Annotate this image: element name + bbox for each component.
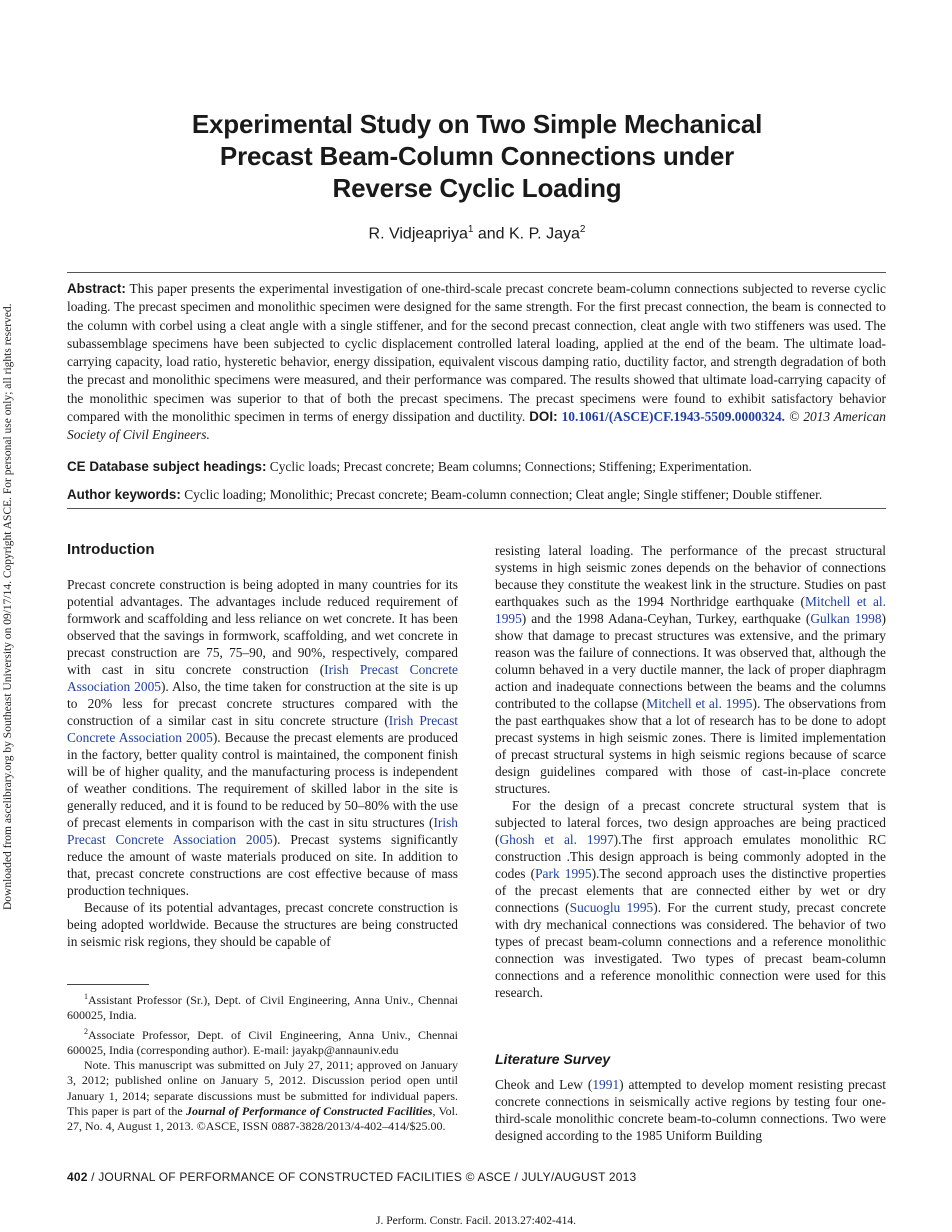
text-run: ).The second approach uses the distinctive properties of the precast elements that are connected either by wet or dry connections ( xyxy=(495,866,886,915)
footnote-divider xyxy=(67,984,149,985)
author-2: and K. P. Jaya xyxy=(473,225,580,243)
text-run: ) show that damage to precast structures was extensive, and the primary reason was the failure of connections. It was observed that, although the column behaved in a very ductile manner, the lack of proper diaphragm action and inadequate connections between the beams and the columns contributed to the collapse ( xyxy=(495,611,886,711)
text-run: ). For the current study, precast concrete with dry mechanical connections was considered. The behavior of two types of precast beam-column connections and a reference monolithic connection was investigated. Two types of precast beam-column connections and a reference monolithic connection were used for this research. xyxy=(495,900,886,1000)
text-run: ).The first approach emulates monolithic RC construction .This design approach is being commonly adopted in the codes ( xyxy=(495,832,886,881)
paper-title xyxy=(96,108,858,204)
paragraph xyxy=(495,542,886,797)
citation-link[interactable]: Ghosh et al. 1997 xyxy=(499,832,614,847)
citation-link[interactable]: Irish Precast Concrete Association 2005 xyxy=(67,815,458,847)
paragraph: Because of its potential advantages, precast concrete construction is being adopted worldwide. Because the structures are being constructed in seismic risk regions, they should be capable of xyxy=(67,900,458,949)
doi-link[interactable]: 10.1061/(ASCE)CF.1943-5509.0000324. xyxy=(561,409,786,425)
title-line: Experimental Study on Two Simple Mechanical xyxy=(191,109,763,139)
top-divider xyxy=(67,272,886,273)
keywords-text: Cyclic loading; Monolithic; Precast concrete; Beam-column connection; Cleat angle; Single stiffener; Double stiffener. xyxy=(180,487,823,502)
author-1: R. Vidjeapriya xyxy=(368,225,468,243)
citation-link[interactable]: Sucuoglu 1995 xyxy=(569,900,654,915)
text-run: Precast concrete construction is being adopted in many countries for its potential advantages. The advantages include reduced requirement of formwork and scaffolding and less reliance on wet concrete. It has been observed that the savings in formwork, scaffolding, and wet concrete in precast construction are 75, 75–90, and 90%, respectively, compared with cast in situ concrete construction ( xyxy=(67,577,458,677)
paragraph xyxy=(495,1076,886,1144)
copyright-notice: © 2013 American Society of Civil Engineers. xyxy=(67,409,886,443)
text-run: ). Precast systems significantly reduce the amount of waste materials produced on site. In addition to that, precast concrete constructions are cost effective because of mass production techniques. xyxy=(67,832,458,898)
text-run: Cheok and Lew ( xyxy=(495,1077,593,1092)
section-heading-literature-survey: Literature Survey xyxy=(495,1051,611,1067)
citation-link[interactable]: Gulkan 1998 xyxy=(810,611,882,626)
text-run: resisting lateral loading. The performance of the precast structural systems in high seismic zones depends on the behavior of connections because they constitute the weakest link in the structure. Studies on past earthquakes such as the 1994 Northridge earthquake ( xyxy=(495,543,886,609)
journal-name: Journal of Performance of Constructed Facilities xyxy=(186,1104,433,1119)
citation-line: J. Perform. Constr. Facil. 2013.27:402-414. xyxy=(376,1215,576,1227)
abstract-label: Abstract: xyxy=(67,281,126,296)
abstract xyxy=(67,280,886,445)
doi-label: DOI: xyxy=(529,409,558,425)
author-keywords xyxy=(67,486,886,504)
affiliation-marker-2: 2 xyxy=(579,224,586,235)
section-heading-introduction: Introduction xyxy=(67,541,155,558)
footnote-marker: 1 xyxy=(84,992,88,1001)
citation-link[interactable]: 1991 xyxy=(592,1077,620,1092)
affiliation-marker-1: 1 xyxy=(467,224,474,235)
abstract-divider xyxy=(67,508,886,509)
ce-headings-label: CE Database subject headings: xyxy=(67,459,267,474)
citation-link[interactable]: Mitchell et al. 1995 xyxy=(495,594,886,626)
footnote-text: Assistant Professor (Sr.), Dept. of Civil Engineering, Anna Univ., Chennai 600025, India. xyxy=(67,993,458,1023)
ce-headings-text: Cyclic loads; Precast concrete; Beam columns; Connections; Stiffening; Experimentation. xyxy=(266,459,752,474)
footnote-marker: 2 xyxy=(84,1026,88,1036)
paragraph xyxy=(67,576,458,899)
download-notice: Downloaded from ascelibrary.org by Southeast University on 09/17/14. Copyright ASCE. For personal use only; all rights reserved. xyxy=(2,303,14,910)
title-line: Precast Beam-Column Connections under xyxy=(219,141,735,171)
left-column xyxy=(67,576,458,950)
citation-link[interactable]: Mitchell et al. 1995 xyxy=(646,696,753,711)
citation-link[interactable]: Irish Precast Concrete Association 2005 xyxy=(67,662,458,694)
right-column xyxy=(495,542,886,1001)
author-list xyxy=(96,220,858,244)
note-text: , Vol. 27, No. 4, August 1, 2013. ©ASCE, ISSN 0887-3828/2013/4-402–414/$25.00. xyxy=(67,1104,458,1134)
manuscript-note xyxy=(67,1058,458,1134)
note-text: Note. This manuscript was submitted on July 27, 2011; approved on January 3, 2012; published online on January 5, 2012. Discussion period open until January 1, 2014; separate discussions must be submitted for individual papers. This paper is part of the xyxy=(67,1058,458,1119)
text-run: ). The observations from the past earthquakes show that a lot of research has to be done to adopt precast systems in high seismic zones. There is limited implementation of precast structural systems in high seismic regions because of scarce design guidelines compared with those of cast-in-place concrete structures. xyxy=(495,696,886,796)
footnote-text: Associate Professor, Dept. of Civil Engineering, Anna Univ., Chennai 600025, India (corresponding author). E-mail: jayakp@annauniv.edu xyxy=(67,1027,458,1057)
literature-paragraph xyxy=(495,1076,886,1144)
journal-footer-text: / JOURNAL OF PERFORMANCE OF CONSTRUCTED FACILITIES © ASCE / JULY/AUGUST 2013 xyxy=(87,1170,637,1184)
text-run: ) attempted to develop moment resisting precast concrete connections in seismically active regions by testing four one-third-scale monolithic concrete beam-to-column connections. Two were designed according to the 1985 Uniform Building xyxy=(495,1077,886,1143)
page-footer xyxy=(67,1169,886,1185)
footnote-2 xyxy=(67,1024,458,1059)
paragraph xyxy=(495,797,886,1001)
citation-link[interactable]: Park 1995 xyxy=(535,866,592,881)
citation-link[interactable]: Irish Precast Concrete Association 2005 xyxy=(67,713,459,745)
footnotes xyxy=(67,989,458,1135)
footnote-1 xyxy=(67,989,458,1024)
text-run: ) and the 1998 Adana-Ceyhan, Turkey, earthquake ( xyxy=(521,611,811,626)
text-run: ). Also, the time taken for construction at the site is up to 20% less for precast concrete structures compared with the construction of a similar cast in situ concrete structure ( xyxy=(67,679,458,728)
text-run: ). Because the precast elements are produced in the factory, better quality control is maintained, the component finish will be of higher quality, and the manufacturing process is independent of weather conditions. The requirement of skilled labor in the site is generally reduced, and it is found to be reduced by 50–80% with the use of precast elements in comparison with the cast in situ structures ( xyxy=(67,730,459,830)
page-number: 402 xyxy=(67,1170,88,1184)
ce-subject-headings xyxy=(67,458,886,476)
keywords-label: Author keywords: xyxy=(67,487,181,502)
title-line: Reverse Cyclic Loading xyxy=(332,173,622,203)
abstract-text: This paper presents the experimental investigation of one-third-scale precast concrete beam-column connections subjected to reverse cyclic loading. The precast specimen and monolithic specimen were designed for the same strength. For the first precast connection, the beam is connected to the column with corbel using a cleat angle with a single stiffener, and for the second precast connection, cleat angle with two stiffeners was used. The subassemblage specimens have been subjected to cyclic displacement controlled lateral loading, applied at the end of the beam. The ultimate load-carrying capacity, load ratio, hysteretic behavior, energy dissipation, equivalent viscous damping ratio, ductility factor, and strength degradation of both the precast and monolithic specimens were measured, and their performance was compared. The results showed that ultimate load-carrying capacity of the monolithic specimen was superior to that of both the precast specimens. The precast specimens were found to exhibit satisfactory behavior compared with the monolithic specimen in terms of energy dissipation and ductility. xyxy=(67,281,886,425)
text-run: For the design of a precast concrete structural system that is subjected to lateral forces, two design approaches are being practiced ( xyxy=(495,798,886,847)
